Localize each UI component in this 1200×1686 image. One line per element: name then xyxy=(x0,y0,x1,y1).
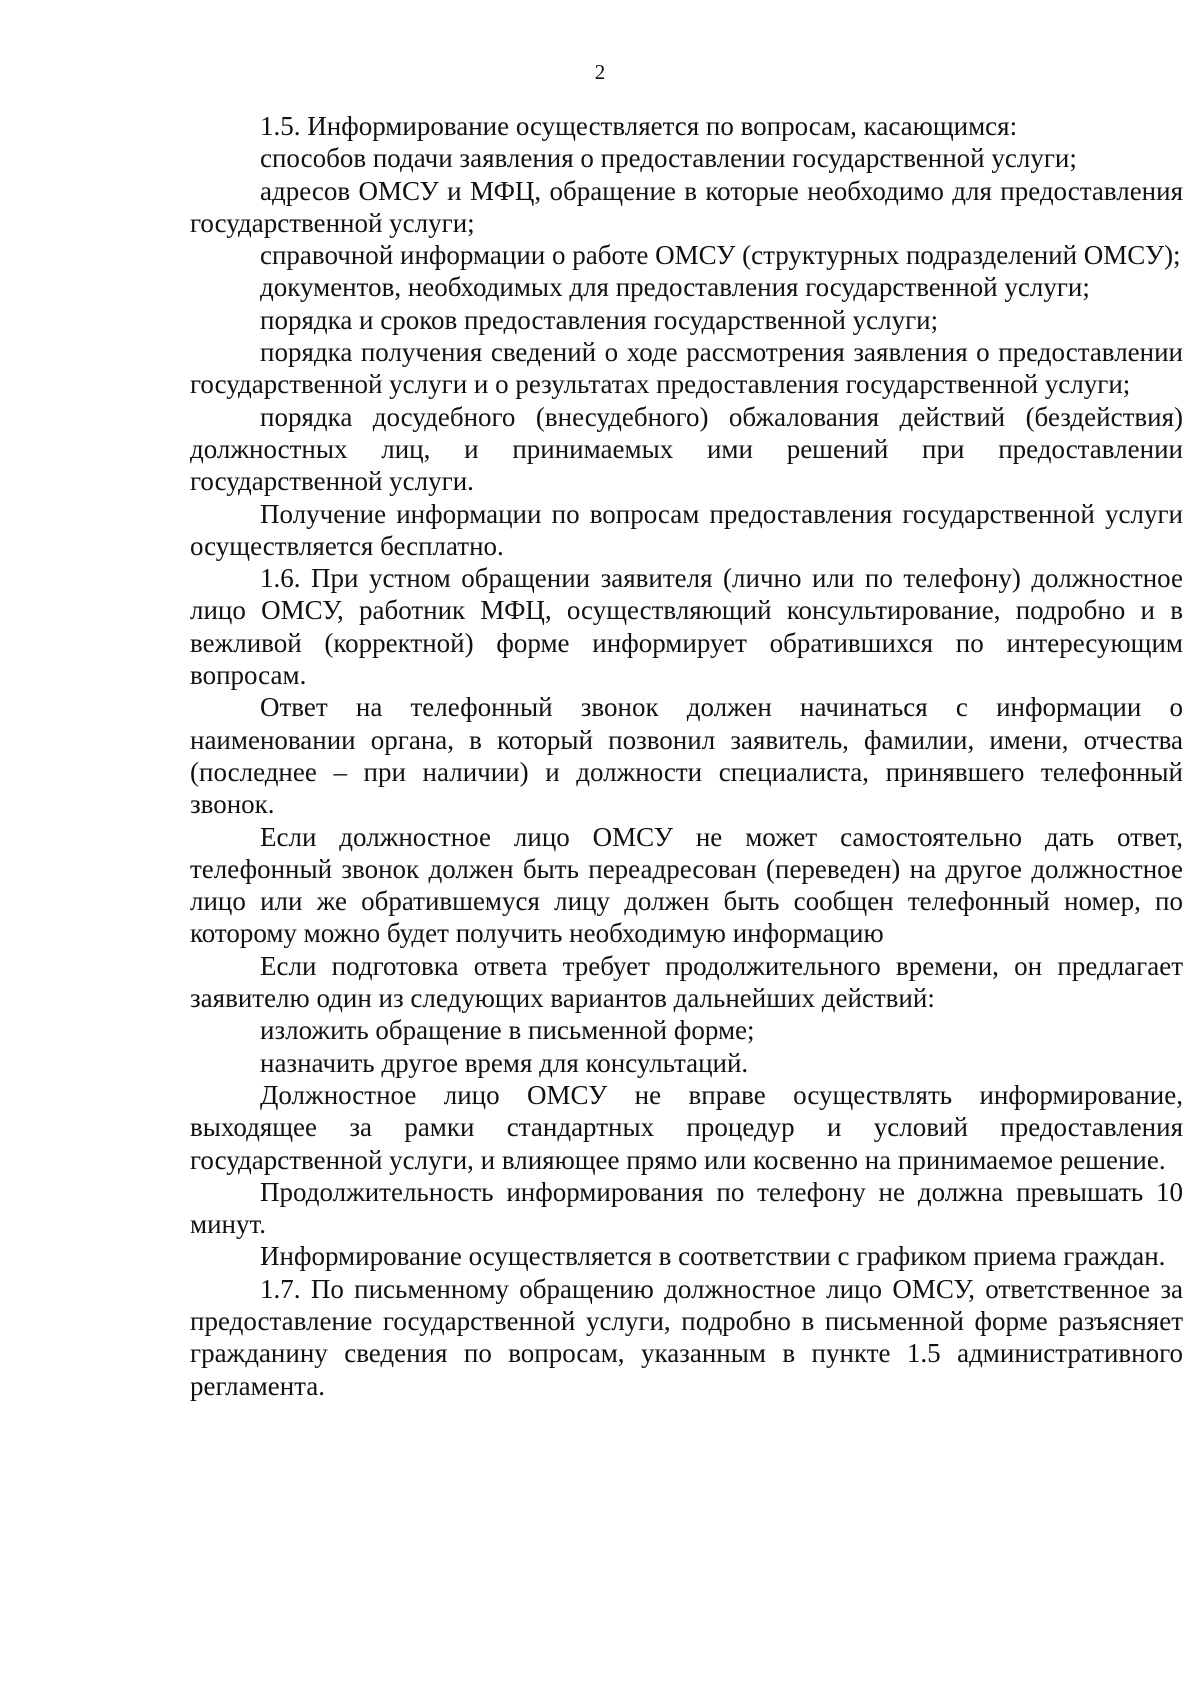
paragraph: Ответ на телефонный звонок должен начинаться с информации о наименовании органа, в который позвонил заявитель, фамилии, имени, отчества (последнее – при наличии) и должности специалиста, принявшего телефонный звонок. xyxy=(190,692,1183,820)
paragraph: изложить обращение в письменной форме; xyxy=(260,1015,755,1046)
paragraph: порядка получения сведений о ходе рассмотрения заявления о предоставлении государственной услуги и о результатах предоставления государственной услуги; xyxy=(190,337,1183,400)
paragraph: назначить другое время для консультаций. xyxy=(260,1047,749,1078)
paragraph: Продолжительность информирования по телефону не должна превышать 10 минут. xyxy=(190,1176,1183,1240)
paragraph: Если должностное лицо ОМСУ не может самостоятельно дать ответ, телефонный звонок должен быть переадресован (переведен) на другое должностное лицо или же обратившемуся лицу должен быть сообщен телефонный номер, по которому можно будет получить необходимую информацию xyxy=(190,821,1183,949)
paragraph: справочной информации о работе ОМСУ (структурных подразделений ОМСУ); xyxy=(260,240,1181,271)
paragraph: 1.5. Информирование осуществляется по вопросам, касающимся: xyxy=(260,111,1018,141)
page-number: 2 xyxy=(594,60,606,84)
paragraph: документов, необходимых для предоставления государственной услуги; xyxy=(260,272,1090,303)
paragraph: порядка досудебного (внесудебного) обжалования действий (бездействия) должностных лиц, и принимаемых ими решений при предоставлении государственной услуги. xyxy=(190,401,1183,497)
paragraph: 1.7. По письменному обращению должностное лицо ОМСУ, ответственное за предоставление государственной услуги, подробно в письменной форме разъясняет гражданину сведения по вопросам, указанным в пункте 1.5 административного регламента. xyxy=(190,1273,1183,1401)
paragraph: порядка и сроков предоставления государственной услуги; xyxy=(260,304,939,335)
document-body xyxy=(190,110,1183,1402)
paragraph: способов подачи заявления о предоставлении государственной услуги; xyxy=(260,143,1077,174)
paragraph: Получение информации по вопросам предоставления государственной услуги осуществляется бесплатно. xyxy=(190,498,1183,561)
paragraph: Информирование осуществляется в соответствии с графиком приема граждан. xyxy=(260,1241,1166,1272)
paragraph: 1.6. При устном обращении заявителя (лично или по телефону) должностное лицо ОМСУ, работник МФЦ, осуществляющий консультирование, подробно и в вежливой (корректной) форме информирует обратившихся по интересующим вопросам. xyxy=(190,563,1183,691)
paragraph: Если подготовка ответа требует продолжительного времени, он предлагает заявителю один из следующих вариантов дальнейших действий: xyxy=(190,950,1183,1014)
paragraph: Должностное лицо ОМСУ не вправе осуществлять информирование, выходящее за рамки стандартных процедур и условий предоставления государственной услуги, и влияющее прямо или косвенно на принимаемое решение. xyxy=(190,1079,1183,1175)
paragraph: адресов ОМСУ и МФЦ, обращение в которые необходимо для предоставления государственной услуги; xyxy=(190,175,1183,238)
